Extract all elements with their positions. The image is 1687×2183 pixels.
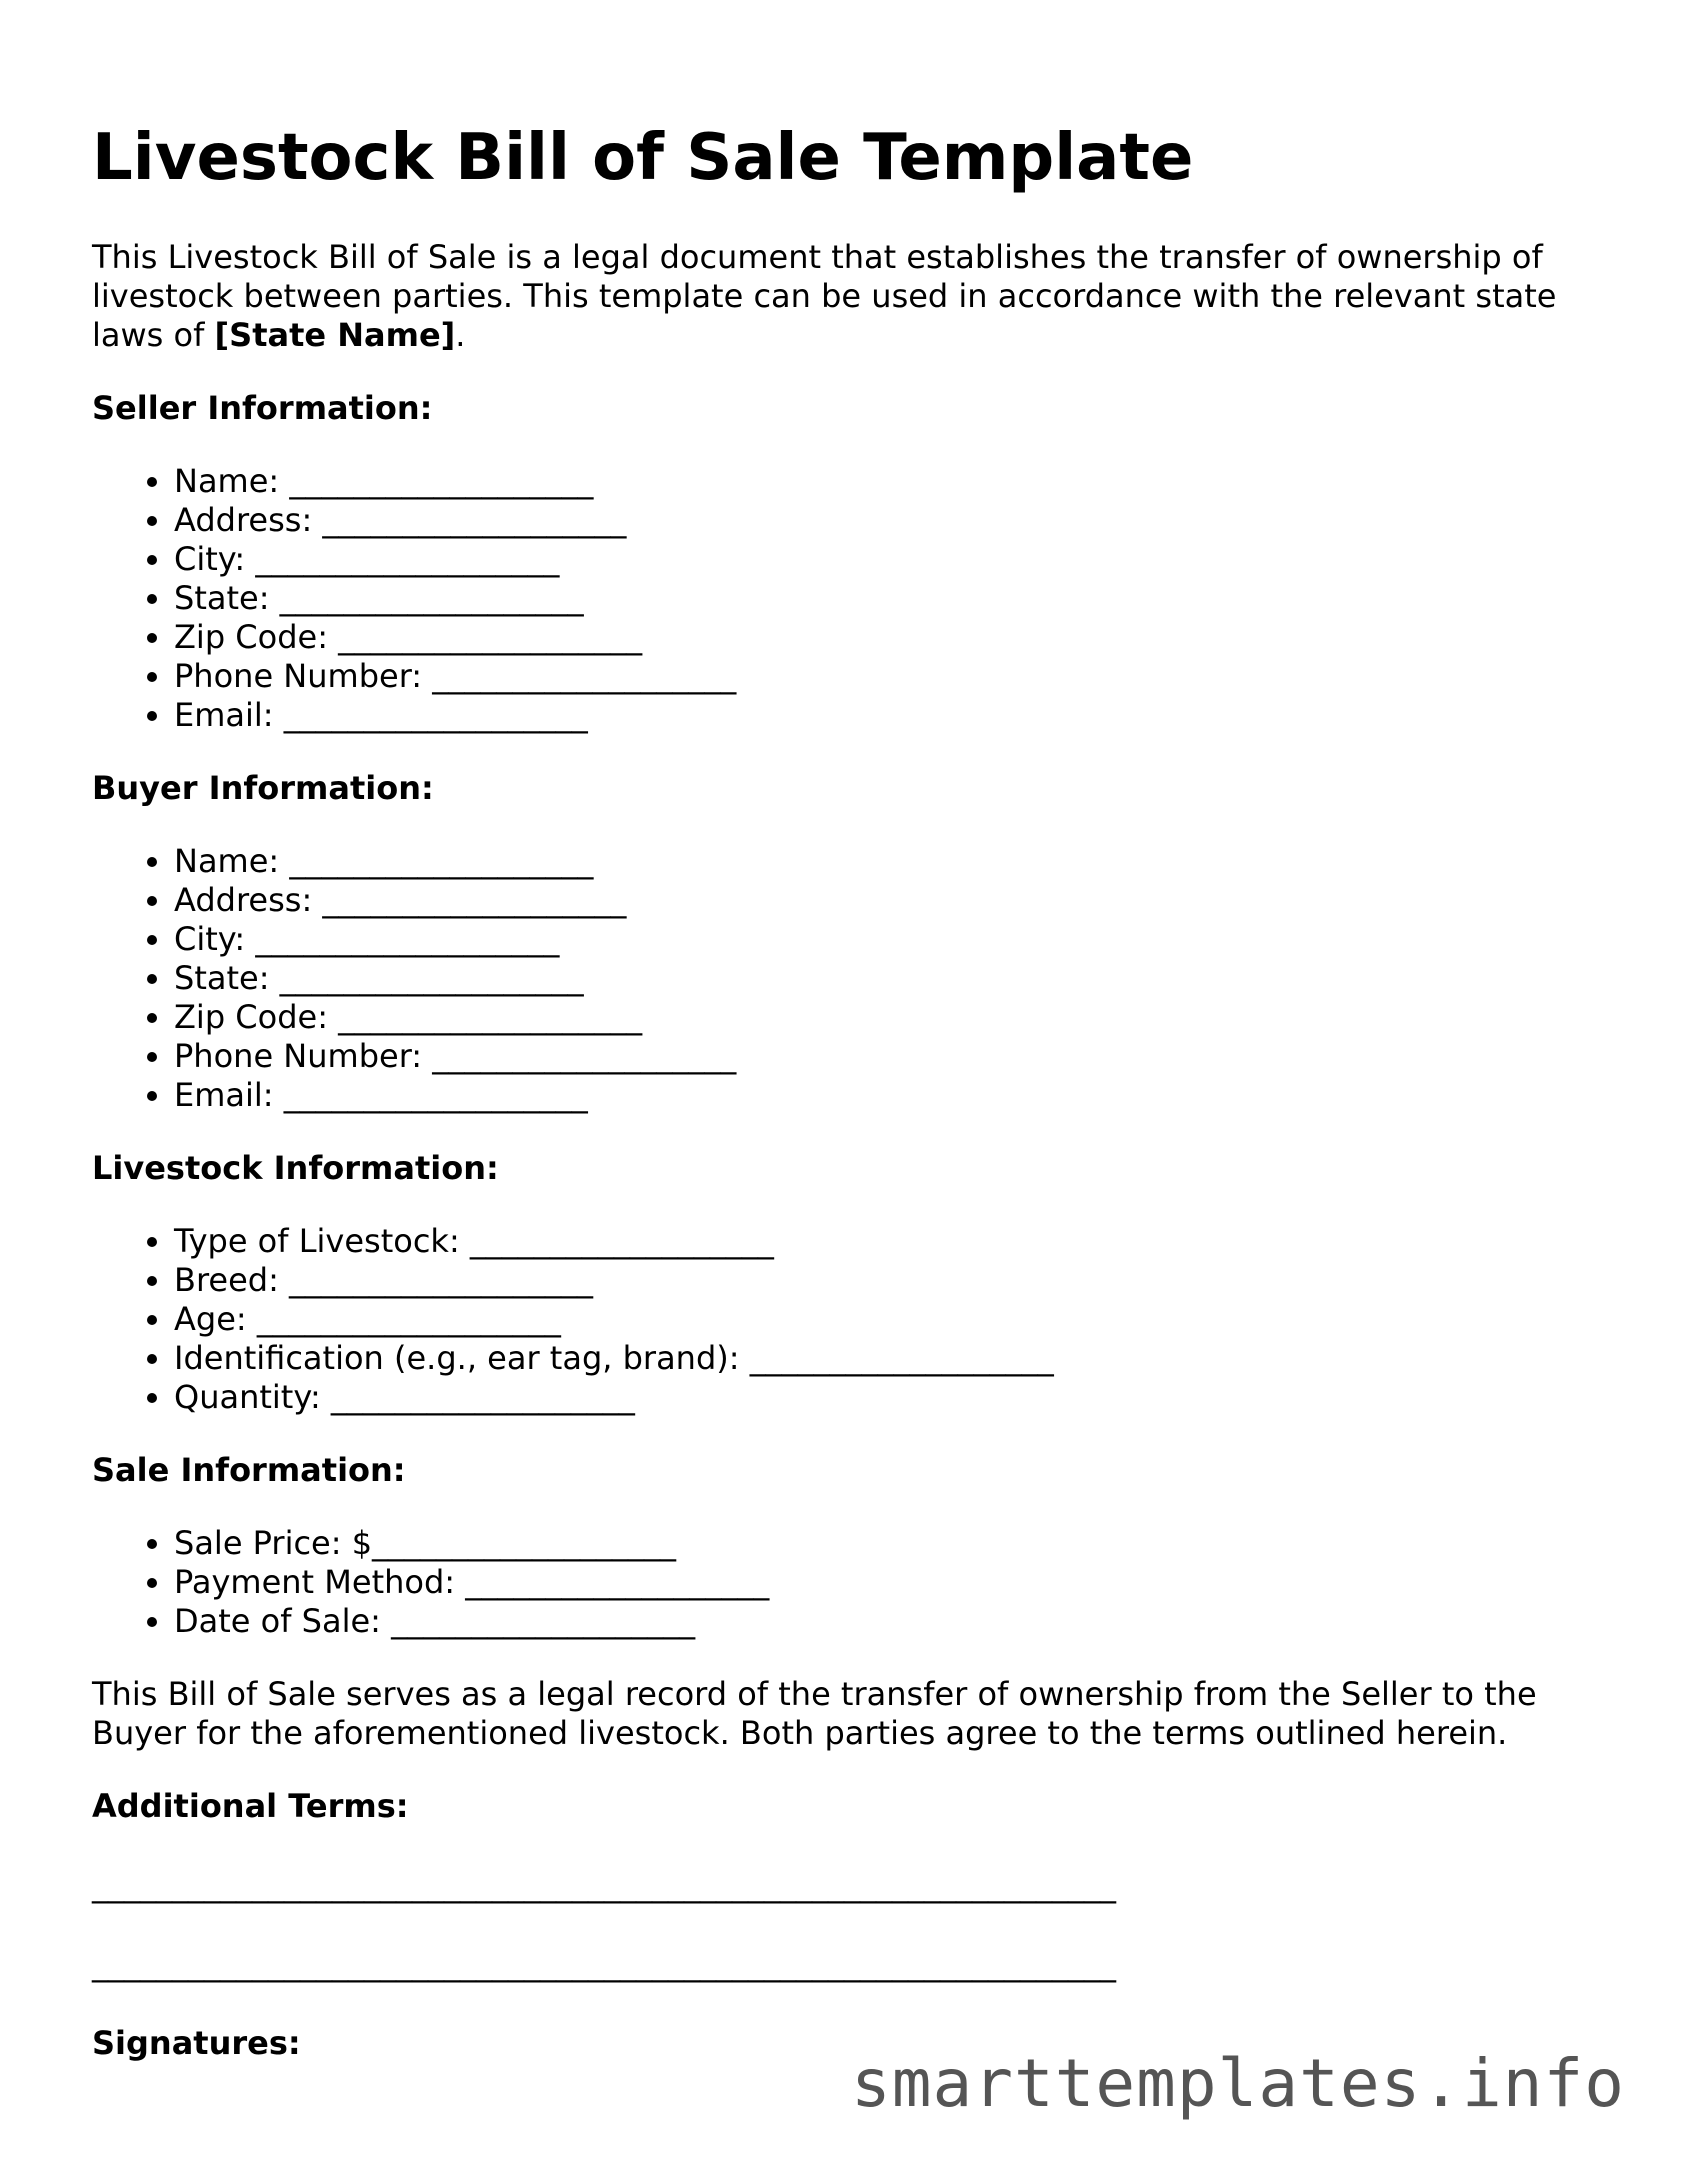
buyer-state-field: • State: ___________________: [174, 959, 1612, 998]
additional-terms-heading: Additional Terms:: [92, 1787, 409, 1825]
sale-heading: Sale Information:: [92, 1451, 406, 1489]
seller-name-field: • Name: ___________________: [174, 462, 1612, 501]
buyer-address-field: • Address: ___________________: [174, 881, 1612, 920]
seller-phone-field: • Phone Number: ___________________: [174, 657, 1612, 696]
intro-text-end: .: [455, 316, 466, 354]
seller-city-field: • City: ___________________: [174, 540, 1612, 579]
seller-heading: Seller Information:: [92, 389, 433, 427]
page-title: Livestock Bill of Sale Template: [92, 121, 1194, 195]
buyer-name-field: • Name: ___________________: [174, 842, 1612, 881]
seller-zip-field: • Zip Code: ___________________: [174, 618, 1612, 657]
livestock-type-field: • Type of Livestock: ___________________: [174, 1222, 1612, 1261]
document-page: [92, 118, 1612, 2097]
additional-terms-line: ________________________________________________________________: [92, 1945, 1116, 1983]
livestock-identification-field: • Identification (e.g., ear tag, brand): ___________________: [174, 1339, 1612, 1378]
seller-field-list: [92, 462, 1612, 735]
livestock-field-list: [92, 1222, 1612, 1417]
intro-paragraph: [92, 238, 1612, 355]
sale-field-list: [92, 1524, 1612, 1641]
seller-email-field: • Email: ___________________: [174, 696, 1612, 735]
livestock-quantity-field: • Quantity: ___________________: [174, 1378, 1612, 1417]
closing-paragraph: This Bill of Sale serves as a legal record of the transfer of ownership from the Seller to the Buyer for the aforementioned livestock. Both parties agree to the terms outlined herein.: [92, 1675, 1537, 1752]
intro-text: This Livestock Bill of Sale is a legal document that establishes the transfer of ownership of livestock between parties. This template can be used in accordance with the relevant state laws of: [92, 238, 1557, 354]
livestock-heading: Livestock Information:: [92, 1149, 499, 1187]
buyer-field-list: [92, 842, 1612, 1115]
seller-address-field: • Address: ___________________: [174, 501, 1612, 540]
payment-method-field: • Payment Method: ___________________: [174, 1563, 1612, 1602]
sale-price-field: • Sale Price: $___________________: [174, 1524, 1612, 1563]
buyer-zip-field: • Zip Code: ___________________: [174, 998, 1612, 1037]
livestock-breed-field: • Breed: ___________________: [174, 1261, 1612, 1300]
state-name-placeholder: [State Name]: [214, 316, 456, 354]
date-of-sale-field: • Date of Sale: ___________________: [174, 1602, 1612, 1641]
livestock-age-field: • Age: ___________________: [174, 1300, 1612, 1339]
buyer-phone-field: • Phone Number: ___________________: [174, 1037, 1612, 1076]
buyer-email-field: • Email: ___________________: [174, 1076, 1612, 1115]
buyer-heading: Buyer Information:: [92, 769, 434, 807]
buyer-city-field: • City: ___________________: [174, 920, 1612, 959]
additional-terms-line: ________________________________________________________________: [92, 1866, 1116, 1904]
seller-state-field: • State: ___________________: [174, 579, 1612, 618]
signatures-heading: Signatures:: [92, 2024, 301, 2062]
watermark: smarttemplates.info: [851, 2045, 1625, 2122]
